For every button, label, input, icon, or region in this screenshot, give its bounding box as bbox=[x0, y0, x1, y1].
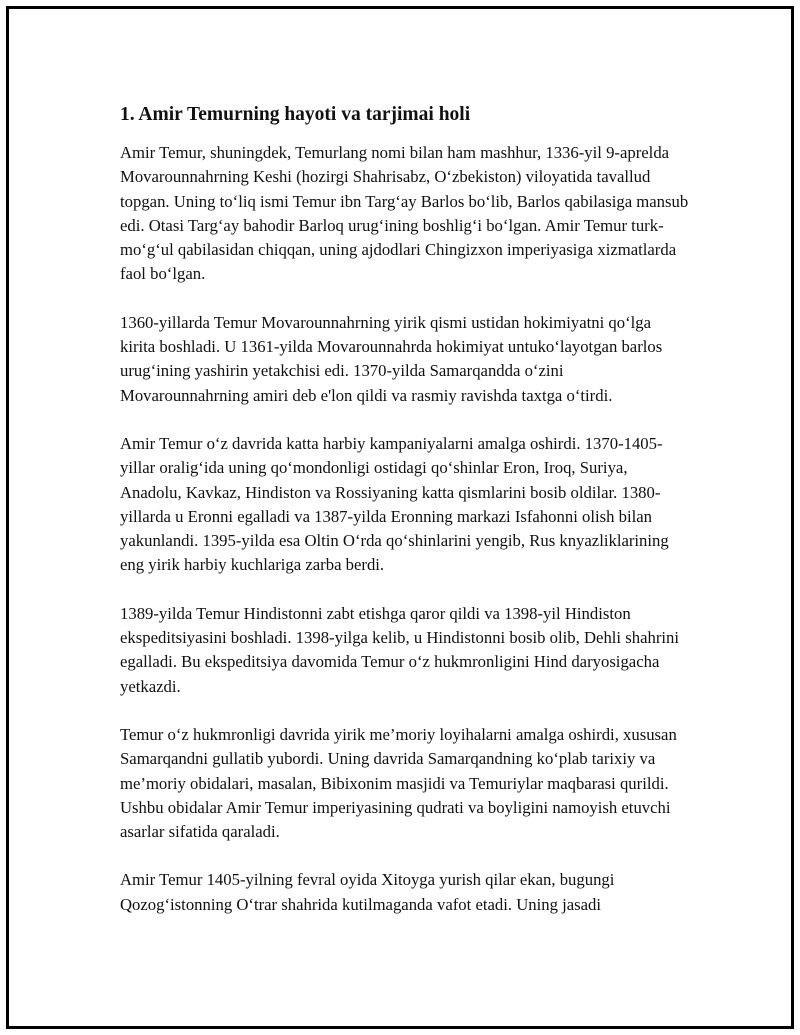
paragraph-rise-to-power: 1360-yillarda Temur Movarounnahrning yirik qismi ustidan hokimiyatni qo‘lga kirita boshladi. U 1361-yilda Movarounnahrda hokimiyat untuko‘layotgan barlos urug‘ining yashirin yetakchisi edi. 1370-yilda Samarqandda o‘zini Movarounnahrning amiri deb e'lon qildi va rasmiy ravishda taxtga o‘tirdi. bbox=[120, 312, 663, 405]
paragraph-birth: Amir Temur, shuningdek, Temurlang nomi bilan ham mashhur, 1336-yil 9-aprelda Movarounnahrning Keshi (hozirgi Shahrisabz, O‘zbekiston) viloyatida tavallud topgan. Uning to‘liq ismi Temur ibn Targ‘ay Barlos bo‘lib, Barlos qabilasiga mansub edi. Otasi Targ‘ay bahodir Barloq urug‘ining boshlig‘i bo‘lgan. Amir Temur turk-mo‘g‘ul qabilasidan chiqqan, uning ajdodlari Chingizxon imperiyasiga xizmatlarda faol bo‘lgan. bbox=[120, 143, 689, 284]
paragraph-architecture: Temur o‘z hukmronligi davrida yirik me’moriy loyihalarni amalga oshirdi, xususan Samarqandni gullatib yubordi. Uning davrida Samarqandning ko‘plab tarixiy va me’moriy obidalari, masalan, Bibixonim masjidi va Temuriylar maqbarasi qurildi. Ushbu obidalar Amir Temur imperiyasining qudrati va boyligini namoyish etuvchi asarlar sifatida qaraladi. bbox=[120, 724, 677, 842]
paragraph-india-expedition: 1389-yilda Temur Hindistonni zabt etishga qaror qildi va 1398-yil Hindiston ekspeditsiyasini boshladi. 1398-yilga kelib, u Hindistonni bosib olib, Dehli shahrini egalladi. Bu ekspeditsiya davomida Temur o‘z hukmronligini Hind daryosigacha yetkazdi. bbox=[120, 603, 679, 696]
section-heading: 1. Amir Temurning hayoti va tarjimai holi bbox=[120, 104, 471, 125]
document-body bbox=[120, 102, 690, 941]
paragraph-death: Amir Temur 1405-yilning fevral oyida Xitoyga yurish qilar ekan, bugungi Qozog‘istonning O‘trar shahrida kutilmaganda vafot etadi. Uning jasadi bbox=[120, 870, 615, 914]
paragraph-campaigns: Amir Temur o‘z davrida katta harbiy kampaniyalarni amalga oshirdi. 1370-1405-yillar oralig‘ida uning qo‘mondonligi ostidagi qo‘shinlar Eron, Iroq, Suriya, Anadolu, Kavkaz, Hindiston va Rossiyaning katta qismlarini bosib oldilar. 1380-yillarda u Eronni egalladi va 1387-yilda Eronning markazi Isfahonni olish bilan yakunlandi. 1395-yilda esa Oltin O‘rda qo‘shinlarini yengib, Rus knyazliklarining eng yirik harbiy kuchlariga zarba berdi. bbox=[120, 433, 669, 575]
document-page bbox=[6, 6, 794, 1029]
